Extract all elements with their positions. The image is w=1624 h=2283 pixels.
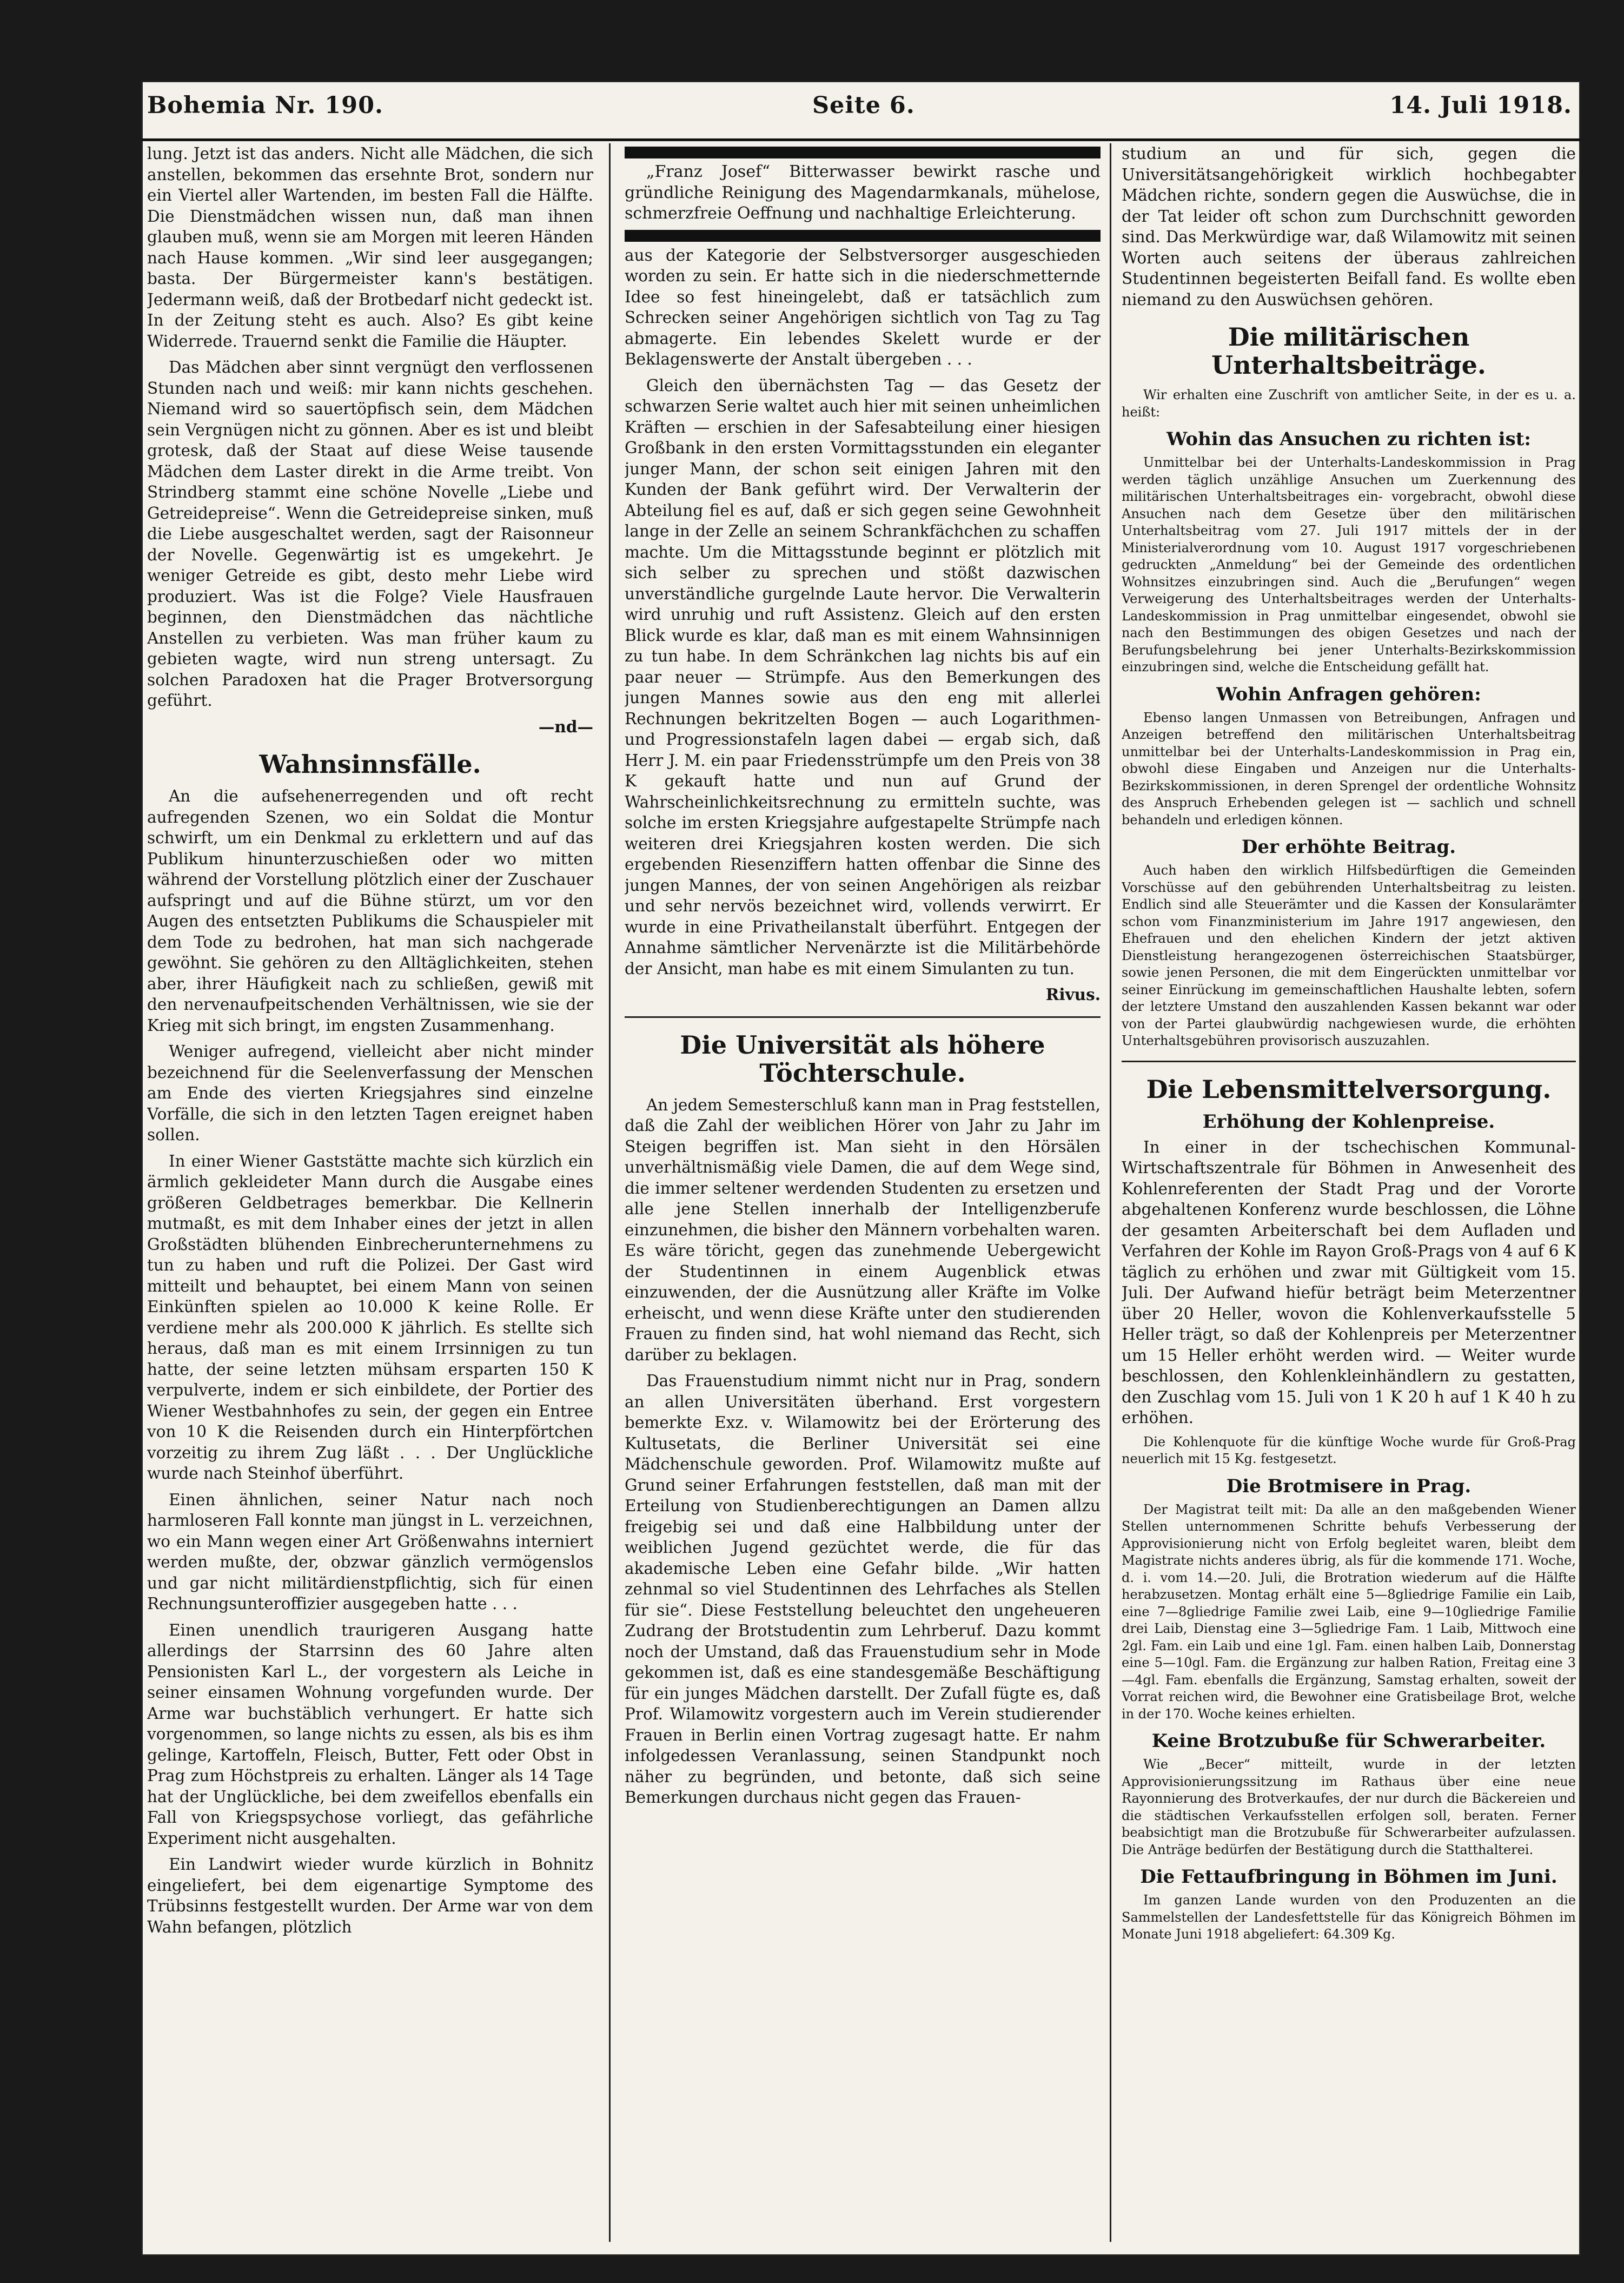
paragraph: lung. Jetzt ist das anders. Nicht alle Mädchen, die sich anstellen, bekommen das ersehnte Brot, sondern nur ein Viertel aller Wartenden, im besten Fall die Hälfte. Die Dienstmädchen wissen nun, daß man ihnen glauben muß, wenn sie am Morgen mit leeren Händen nach Hause kommen. „Wir sind leer ausgegangen; basta. Der Bürgermeister kann's bestätigen. Jedermann weiß, daß der Brotbedarf nicht gedeckt ist. In der Zeitung steht es auch. Also? Es gibt keine Widerrede. Trauernd senkt die Familie die Häupter.: [147, 144, 593, 350]
headline-wahnsinnsfaelle: Wahnsinnsfälle.: [259, 750, 481, 779]
paragraph: Einen unendlich traurigeren Ausgang hatte allerdings der Starrsinn des 60 Jahre alten Pensionisten Karl L., der vorgestern als Leiche in seiner einsamen Wohnung vorgefunden wurde. Der Arme war buchstäblich verhungert. Er hatte sich vorgenommen, so lange nichts zu essen, als bis es ihm gelinge, Kartoffeln, Fleisch, Butter, Fett oder Obst in Prag zum Höchstpreis zu erhalten. Länger als 14 Tage hat der Unglückliche, bei dem zweifellos ebenfalls ein Fall von Kriegspsychose vorliegt, das gefährliche Experiment nicht ausgehalten.: [147, 1620, 593, 1848]
headline-unterhaltsbeitraege: Die militärischen Unterhaltsbeiträge.: [1211, 322, 1486, 380]
paragraph: studium an und für sich, gegen die Universitätsangehörigkeit wirklich hochbegabter Mädchen richte, sondern gegen die Auswüchse, die in der Tat leider oft schon zum Durchschnitt geworden sind. Das Merkwürdige war, daß Wilamowitz mit seinen Worten auch seitens der überaus zahlreichen Studentinnen begeisterten Beifall fand. Es wollte eben niemand zu den Auswüchsen gehören.: [1122, 144, 1576, 309]
ad-text: „Franz Josef“ Bitterwasser bewirkt rasche und gründliche Reinigung des Magendarmkanals, mühelose, schmerzfreie Oeffnung und nachhaltige Erleichterung.: [625, 162, 1101, 223]
ad-top-bar: [625, 147, 1101, 158]
paragraph: Das Frauenstudium nimmt nicht nur in Prag, sondern an allen Universitäten überhand. Erst vorgestern bemerkte Exz. v. Wilamowitz bei der Erörterung des Kultusetats, die Berliner Universität sei eine Mädchenschule geworden. Prof. Wilamowitz mußte auf Grund seiner Erfahrungen feststellen, daß man mit der Erteilung von Studienberechtigungen an Damen allzu freigebig sei und daß eine Halbbildung unter der weiblichen Jugend gezüchtet werde, die für das akademische Leben eine Gefahr bilde. „Wir hatten zehnmal so viel Studentinnen des Lehrfaches als Stellen für sie“. Diese Feststellung beleuchtet den ungeheueren Zudrang der Brotstudentin zum Lehrberuf. Dazu kommt noch der Umstand, daß das Frauenstudium sehr in Mode gekommen ist, daß es eine standesgemäße Beschäftigung für ein junges Mädchen darstellt. Der Zufall fügte es, daß Prof. Wilamowitz vorgestern auch im Verein studierender Frauen in Berlin einen Vortrag zugesagt hatte. Er nahm infolgedessen Veranlassung, seinen Standpunkt noch näher zu begründen, und betonte, daß sich seine Bemerkungen durchaus nicht gegen das Frauen-: [625, 1372, 1101, 1806]
header-page-number: Seite 6.: [812, 92, 915, 119]
paragraph: Im ganzen Lande wurden von den Produzenten an die Sammelstellen der Landesfettstelle für das Königreich Böhmen im Monate Juni 1918 abgeliefert: 64.309 Kg.: [1122, 1892, 1576, 1942]
paragraph: aus der Kategorie der Selbstversorger ausgeschieden worden zu sein. Er hatte sich in die niederschmetternde Idee so fest hineingelebt, daß er tatsächlich zum Schrecken seiner Angehörigen sichtlich von Tag zu Tag abmagerte. Ein lebendes Skelett wurde er der Beklagenswerte der Anstalt übergeben . . .: [625, 246, 1101, 368]
paragraph: Ebenso langen Unmassen von Betreibungen, Anfragen und Anzeigen betreffend den militärischen Unterhaltsbeitrag unmittelbar bei der Unterhalts-Landeskommission in Prag ein, obwohl diese Eingaben und Anzeigen nur die Unterhalts-Bezirkskommissionen, in deren Sprengel der ordentliche Wohnsitz des Anspruch Erhebenden gelegen ist — sachlich und schnell behandeln und erledigen können.: [1122, 710, 1576, 828]
advertisement-franz-josef: [625, 162, 1101, 224]
signature: Rivus.: [1045, 985, 1101, 1004]
paragraph: Auch haben den wirklich Hilfsbedürftigen die Gemeinden Vorschüsse auf den gebührenden Unterhaltsbeitrag zu leisten. Endlich sind alle Steuerämter und die Kassen der Konsularämter schon vom Finanzministerium im Jahre 1917 angewiesen, den Ehefrauen und den ehelichen Kindern der jetzt aktiven Dienstleistung herangezogenen österreichischen Staatsbürger, sowie jenen Personen, die mit dem Eingerückten unmittelbar vor seiner Einrückung im gemeinschaftlichen Haushalte lebten, sofern der letztere Umstand den auszahlenden Kassen bekannt war oder von der Partei glaubwürdig nachgewiesen wurde, die erhöhten Unterhaltsgebühren provisorisch auszuzahlen.: [1122, 863, 1576, 1048]
header-masthead: Bohemia Nr. 190.: [147, 92, 383, 119]
paragraph: In einer Wiener Gaststätte machte sich kürzlich ein ärmlich gekleideter Mann durch die Ausgabe eines größeren Geldbetrages bemerkbar. Die Kellnerin mutmaßt, es mit dem Inhaber eines der jetzt in allen Großstädten blühenden Einbrecherunternehmens zu tun zu haben und ruft die Polizei. Der Gast wird mitteilt und behauptet, bei einem Mann von seinen Einkünften spielen ao 10.000 K keine Rolle. Er verdiene mehr als 200.000 K jährlich. Es stellte sich heraus, daß man es mit einem Irrsinnigen zu tun hatte, der seine letzten mühsam ersparten 150 K verpulverte, indem er sich einbildete, der Portier des Wiener Westbahnhofes zu sein, der gegen ein Entree von 10 K die Reisenden durch ein Hinterpförtchen vorzeitig zu ihrem Zug läßt . . . Der Unglückliche wurde nach Steinhof überführt.: [147, 1152, 593, 1483]
paragraph: An die aufsehenerregenden und oft recht aufregenden Szenen, wo ein Soldat die Montur schwirft, um ein Denkmal zu erklettern und auf das Publikum hinunterzuschießen oder wo mitten während der Vorstellung plötzlich einer der Zuschauer aufspringt und auf die Bühne stürzt, um vor den Augen des entsetzten Publikums die Schauspieler mit dem Tode zu bedrohen, hat man sich nachgerade gewöhnt. Sie gehören zu den Alltäglichkeiten, stehen aber, ihrer Häufigkeit nach zu schließen, gewiß mit den nervenaufpeitschenden Verhältnissen, wie sie der Krieg mit sich bringt, im engsten Zusammenhang.: [147, 787, 593, 1035]
subheadline: Wohin das Ansuchen zu richten ist:: [1166, 428, 1531, 450]
column-3: [1122, 143, 1576, 2242]
page-header: [142, 81, 1580, 146]
column-rule: [1110, 143, 1111, 2242]
paragraph: Wir erhalten eine Zuschrift von amtlicher Seite, in der es u. a. heißt:: [1122, 387, 1576, 420]
paragraph: Das Mädchen aber sinnt vergnügt den verflossenen Stunden nach und weiß: mir kann nichts geschehen. Niemand wird so sauertöpfisch sein, dem Mädchen sein Vergnügen nicht zu gönnen. Aber es ist und bleibt grotesk, daß der Staat auf diese Weise tausende Mädchen dem Laster direkt in die Arme treibt. Von Strindberg stammt eine schöne Novelle „Liebe und Getreidepreise“. Wenn die Getreidepreise sinken, muß die Liebe ausgeschaltet werden, sagt der Raisonneur der Novelle. Gegenwärtig ist es umgekehrt. Je weniger Getreide es gibt, desto mehr Liebe wird produziert. Was ist die Folge? Viele Hausfrauen beginnen, den Dienstmädchen das nächtliche Anstellen zu verbieten. Was man früher kaum zu gebieten wagte, wird nun streng untersagt. Zu solchen Paradoxen hat die Prager Brotversorgung geführt.: [147, 358, 593, 710]
subheadline: Erhöhung der Kohlenpreise.: [1202, 1110, 1495, 1133]
section-rule: [625, 1016, 1101, 1018]
paragraph: Gleich den übernächsten Tag — das Gesetz der schwarzen Serie waltet auch hier mit seinen unheimlichen Kräften — erschien in der Safesabteilung einer hiesigen Großbank in den ersten Vormittagsstunden ein eleganter junger Mann, der schon seit einigen Jahren mit den Kunden der Bank geführt wird. Der Verwalterin der Abteilung fiel es auf, daß er sich gegen seine Gewohnheit lange in der Zelle an seinem Schrankfächchen zu schaffen machte. Um die Mittagsstunde beginnt er plötzlich mit sich selber zu sprechen und stößt dazwischen unverständliche gurgelnde Laute hervor. Die Verwalterin wird unruhig und ruft Assistenz. Gleich auf den ersten Blick wurde es klar, daß man es mit einem Wahnsinnigen zu tun habe. In dem Schränkchen lag nichts bis auf ein paar neuer — Strümpfe. Aus den Bemerkungen des jungen Mannes sowie aus den eng mit allerlei Rechnungen bekritzelten Bogen — auch Logarithmen- und Progressionstafeln lagen dabei — ergab sich, daß Herr J. M. ein paar Friedensstrümpfe um den Preis von 38 K gekauft hatte und nun auf Grund der Wahrscheinlichkeitsrechnung zu ermitteln suchte, was solche im ersten Kriegsjahre aufgestapelte Strümpfe nach weiteren drei Kriegsjahren kosten werden. Die sich ergebenden Riesenziffern hatten offenbar die Sinne des jungen Mannes, der von seinen Angehörigen als reizbar und sehr nervös bezeichnet wird, vollends verwirrt. Er wurde in eine Privatheilanstalt überführt. Entgegen der Annahme sämtlicher Nervenärzte ist die Militärbehörde der Ansicht, man habe es mit einem Simulanten zu tun.: [625, 376, 1101, 978]
subheadline: Der erhöhte Beitrag.: [1241, 836, 1456, 858]
section-rule: [1122, 1061, 1576, 1062]
paragraph: Unmittelbar bei der Unterhalts-Landeskommission in Prag werden täglich unzählige Ansuchen um Zuerkennung des militärischen Unterhaltsbeitrages ein- vorgebracht, obwohl diese Ansuchen nach dem Gesetze über den militärischen Unterhaltsbeitrag vom 27. Juli 1917 mittels der in der Ministerialverordnung vom 10. August 1917 vorgeschriebenen gedruckten „Anmeldung“ bei der Gemeinde des ordentlichen Wohnsitzes einzubringen sind. Auch die „Berufungen“ wegen Verweigerung des Unterhaltsbeitrages werden der Unterhalts-Landeskommission in Prag unmittelbar eingesendet, obwohl sie nach den Bestimmungen des obigen Gesetzes und nach der Berufungsbelehrung bei jener Unterhalts-Bezirkskommission einzubringen sind, welche die Entscheidung gefällt hat.: [1122, 455, 1576, 674]
paragraph: Wie „Becer“ mitteilt, wurde in der letzten Approvisionierungssitzung im Rathaus über eine neue Rayonnierung des Brotverkaufes, der nur durch die Bäckereien und die städtischen Verkaufsstellen erfolgen soll, beraten. Ferner beabsichtigt man die Brotzubuße für Schwerarbeiter aufzulassen. Die Anträge bedürfen der Bestätigung durch die Statthalterei.: [1122, 1757, 1576, 1857]
subheadline: Die Brotmisere in Prag.: [1226, 1475, 1471, 1497]
news-items: [1122, 1434, 1576, 1943]
article-unterhaltsbeitraege: [1122, 387, 1576, 1050]
paragraph: Ein Landwirt wieder wurde kürzlich in Bohnitz eingeliefert, bei dem eigenartige Symptome des Trübsinns festgestellt wurden. Der Arme war von dem Wahn befangen, plötzlich: [147, 1855, 593, 1936]
paragraph: Weniger aufregend, vielleicht aber nicht minder bezeichnend für die Seelenverfassung der Menschen am Ende des vierten Kriegsjahres sind einzelne Vorfälle, die sich in den letzten Tagen ereignet haben sollen.: [147, 1042, 593, 1144]
newspaper-page: [142, 81, 1580, 2255]
ad-bottom-bar: [625, 230, 1101, 242]
subheadline: Wohin Anfragen gehören:: [1216, 683, 1481, 705]
subheadline: Die Fettaufbringung in Böhmen im Juni.: [1140, 1866, 1557, 1888]
headline-universitaet: Die Universität als höhere Töchterschule.: [680, 1030, 1045, 1088]
paragraph: Die Kohlenquote für die künftige Woche wurde für Groß-Prag neuerlich mit 15 Kg. festgesetzt.: [1122, 1434, 1576, 1466]
paragraph: Der Magistrat teilt mit: Da alle an den maßgebenden Wiener Stellen unternommenen Schritte behufs Verbesserung der Approvisionierung nicht von Erfolg begleitet waren, bleibt dem Magistrate nichts anderes übrig, als für die kommende 171. Woche, d. i. vom 14.—20. Juli, die Brotration wiederum auf die Hälfte herabzusetzen. Montag erhält eine 5—8gliedrige Familie ein Laib, eine 7—8gliedrige Familie zwei Laib, eine 9—10gliedrige Familie drei Laib, Dienstag eine 3—5gliedrige Fam. 1 Laib, Mittwoch eine 2gl. Fam. ein Laib und eine 1gl. Fam. einen halben Laib, Donnerstag eine 5—10gl. Fam. die Ergänzung zur halben Ration, Freitag eine 3—4gl. Fam. ebenfalls die Ergänzung, Samstag erhalten, soweit der Vorrat reichen wird, die Bewohner eine Gratisbeilage Brot, welche in der 170. Woche keines erhielten.: [1122, 1501, 1576, 1722]
headline-lebensmittelversorgung: Die Lebensmittelversorgung.: [1146, 1074, 1552, 1104]
subheadline: Keine Brotzubuße für Schwerarbeiter.: [1151, 1730, 1546, 1752]
column-1: [147, 143, 593, 2242]
header-date: 14. Juli 1918.: [1389, 92, 1572, 119]
paragraph: In einer in der tschechischen Kommunal-Wirtschaftszentrale für Böhmen in Anwesenheit des Kohlenreferenten der Stadt Prag und der Vororte abgehaltenen Konferenz wurde beschlossen, die Löhne der gesamten Arbeiterschaft bei dem Aufladen und Verfahren der Kohle im Rayon Groß-Prags von 4 auf 6 K täglich zu erhöhen und zwar mit Gültigkeit vom 15. Juli. Der Aufwand hiefür beträgt beim Meterzentner über 20 Heller, wovon die Kohlenverkaufsstelle 5 Heller trägt, so daß der Kohlenpreis per Meterzentner um 15 Heller erhöht werden wird. — Weiter wurde beschlossen, den Kohlenkleinhändlern zu gestatten, den Zuschlag vom 15. Juli von 1 K 20 h auf 1 K 40 h zu erhöhen.: [1122, 1137, 1576, 1427]
column-rule: [609, 143, 611, 2242]
paragraph: An jedem Semesterschluß kann man in Prag feststellen, daß die Zahl der weiblichen Hörer von Jahr zu Jahr im Steigen begriffen ist. Man sieht in den Hörsälen unverhältnismäßig viele Damen, die auf dem Wege sind, die immer seltener werdenden Studenten zu ersetzen und alle jene Stellen innerhalb der Intelligenzberufe einzunehmen, die bisher den Männern vorbehalten waren. Es wäre töricht, gegen das zunehmende Uebergewicht der Studentinnen in einem Augenblick etwas einzuwenden, der die Ausnützung aller Kräfte im Volke erheischt, und wenn diese Kräfte unter den studierenden Frauen zu finden sind, hat wohl niemand das Recht, sich darüber zu beklagen.: [625, 1095, 1101, 1364]
paragraph: Einen ähnlichen, seiner Natur nach noch harmloseren Fall konnte man jüngst in L. verzeichnen, wo ein Mann wegen einer Art Größenwahns interniert werden mußte, der, obzwar gänzlich vermögenslos und gar nicht militärdienstpflichtig, sich für einen Rechnungsunteroffizier ausgegeben hatte . . .: [147, 1490, 593, 1613]
header-rule: [142, 138, 1580, 141]
column-2: [625, 143, 1101, 2242]
signature: —nd—: [538, 717, 593, 736]
